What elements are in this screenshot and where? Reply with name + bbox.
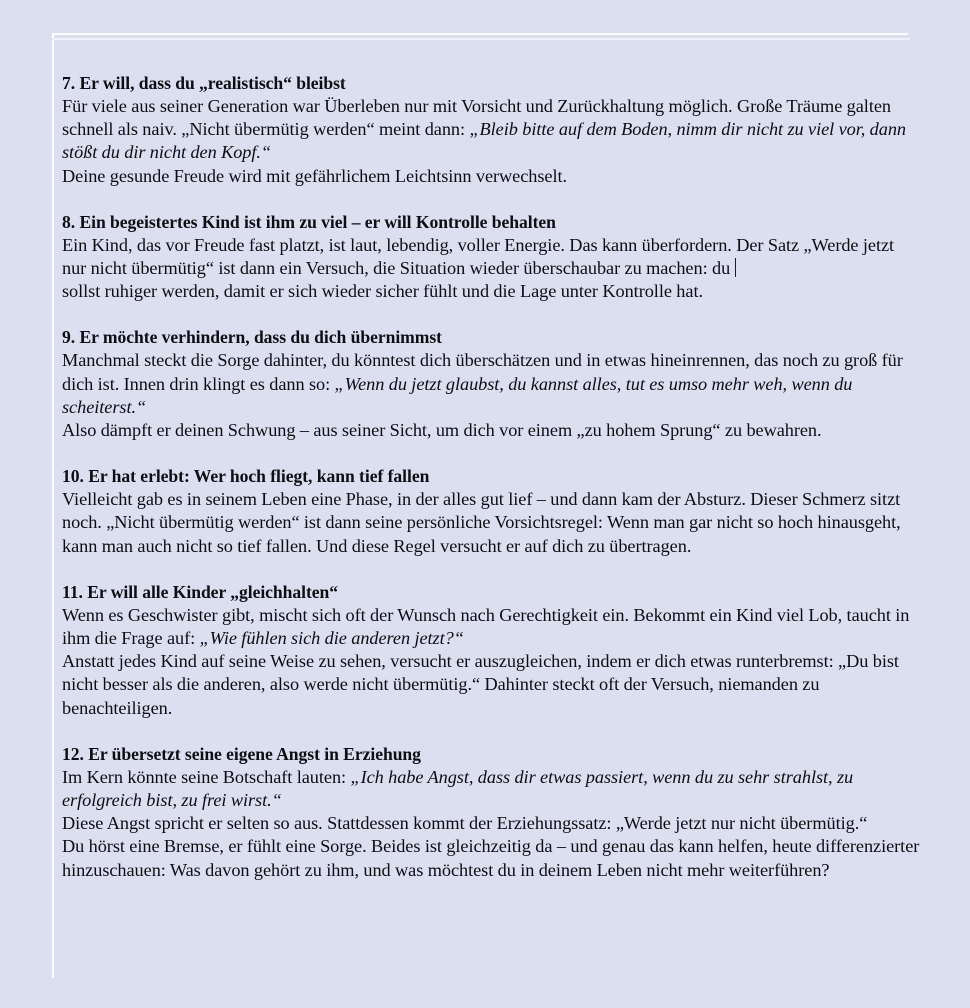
text-caret	[735, 258, 736, 277]
section-8-paragraph	[62, 234, 922, 304]
section-7	[62, 72, 922, 188]
section-10-heading: 10. Er hat erlebt: Wer hoch fliegt, kann tief fallen	[62, 466, 430, 487]
section-9-text-1: Manchmal steckt die Sorge dahinter, du könntest dich überschätzen und in etwas hineinrennen, das noch zu groß für dich ist. Innen drin klingt es dann so:	[62, 350, 903, 394]
section-11-closing-line: Anstatt jedes Kind auf seine Weise zu sehen, versucht er auszugleichen, indem er dich etwas runterbremst: „Du bist nicht besser als die anderen, also werde nicht übermütig.“ Dahinter steckt oft der Versuch, niemanden zu benachteiligen.	[62, 651, 899, 718]
section-8	[62, 211, 922, 304]
section-9-quote-italic: „Wenn du jetzt glaubst, du kannst alles, tut es umso mehr weh, wenn du scheiterst.“	[62, 373, 853, 417]
section-9-paragraph	[62, 349, 922, 419]
section-11-heading: 11. Er will alle Kinder „gleichhalten“	[62, 581, 339, 602]
section-12-text-1: Im Kern könnte seine Botschaft lauten:	[62, 766, 351, 787]
section-8-heading: 8. Ein begeistertes Kind ist ihm zu viel – er will Kontrolle behalten	[62, 211, 556, 232]
section-10-paragraph: Vielleicht gab es in seinem Leben eine Phase, in der alles gut lief – und dann kam der Absturz. Dieser Schmerz sitzt noch. „Nicht übermütig werden“ ist dann seine persönliche Vorsichtsregel: Wenn man gar nicht so hoch hinausgeht, kann man auch nicht so tief fallen. Und diese Regel versucht er auf dich zu übertragen.	[62, 489, 901, 556]
section-11-quote-italic: „Wie fühlen sich die anderen jetzt?“	[199, 628, 464, 649]
section-8-text-2: sollst ruhiger werden, damit er sich wieder sicher fühlt und die Lage unter Kontrolle hat.	[62, 281, 703, 302]
section-12-line-2: Diese Angst spricht er selten so aus. Stattdessen kommt der Erziehungssatz: „Werde jetzt nur nicht übermütig.“	[62, 813, 868, 834]
section-12-heading: 12. Er übersetzt seine eigene Angst in Erziehung	[62, 743, 421, 764]
section-11-text-1: Wenn es Geschwister gibt, mischt sich oft der Wunsch nach Gerechtigkeit ein. Bekommt ein Kind viel Lob, taucht in ihm die Frage auf:	[62, 604, 910, 649]
section-10	[62, 465, 922, 558]
section-9	[62, 326, 922, 442]
section-7-heading: 7. Er will, dass du „realistisch“ bleibst	[62, 73, 346, 93]
document-text-body[interactable]	[62, 72, 922, 882]
section-7-text-1: Für viele aus seiner Generation war Überleben nur mit Vorsicht und Zurückhaltung möglich. Große Träume galten schnell als naiv. „Nicht übermütig werden“ meint dann:	[62, 96, 891, 140]
section-12-paragraph	[62, 766, 922, 812]
section-8-text-1: Ein Kind, das vor Freude fast platzt, ist laut, lebendig, voller Energie. Das kann überfordern. Der Satz „Werde jetzt nur nicht übermütig“ ist dann ein Versuch, die Situation wieder überschaubar zu machen: du	[62, 234, 895, 279]
section-11-paragraph	[62, 604, 922, 650]
section-12	[62, 743, 922, 882]
section-9-heading: 9. Er möchte verhindern, dass du dich übernimmst	[62, 327, 442, 348]
section-12-quote-italic: „Ich habe Angst, dass dir etwas passiert, wenn du zu sehr strahlst, zu erfolgreich bist, zu frei wirst.“	[62, 766, 854, 811]
section-7-paragraph	[62, 95, 922, 165]
section-12-closing-line: Du hörst eine Bremse, er fühlt eine Sorge. Beides ist gleichzeitig da – und genau das kann helfen, heute differenzierter hinzuschauen: Was davon gehört zu ihm, und was möchtest du in deinem Leben nicht mehr weiterführen?	[62, 836, 920, 880]
section-7-closing-line: Deine gesunde Freude wird mit gefährlichem Leichtsinn verwechselt.	[62, 165, 568, 186]
section-7-quote-italic: „Bleib bitte auf dem Boden, nimm dir nicht zu viel vor, dann stößt du dir nicht den Kopf.“	[62, 119, 906, 163]
section-9-closing-line: Also dämpft er deinen Schwung – aus seiner Sicht, um dich vor einem „zu hohem Sprung“ zu bewahren.	[62, 420, 822, 441]
section-11	[62, 581, 922, 720]
